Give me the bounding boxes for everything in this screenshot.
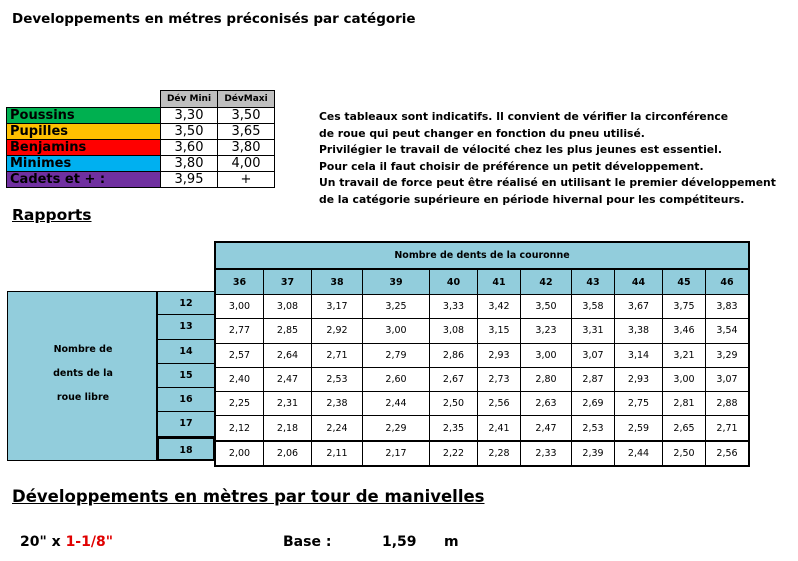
column-header: 38: [312, 269, 363, 295]
table-cell: 3,00: [521, 343, 572, 367]
table-cell: 3,08: [430, 319, 478, 343]
table-cell: 2,53: [572, 416, 615, 441]
table-row: [215, 343, 749, 367]
note-line: Un travail de force peut être réalisé en utilisant le premier développement: [319, 176, 776, 189]
table-cell: 2,67: [430, 367, 478, 391]
row-header: 15: [157, 364, 215, 388]
row-axis-label: [7, 291, 157, 461]
category-max: 4,00: [218, 156, 275, 172]
table-cell: 3,17: [312, 295, 363, 319]
row-header: 14: [157, 340, 215, 364]
table-cell: 2,93: [615, 367, 663, 391]
rapports-title: Rapports: [12, 206, 92, 224]
category-name: Pupilles: [7, 124, 161, 140]
table-cell: 2,06: [264, 441, 312, 466]
header-dev-mini: Dév Mini: [161, 91, 218, 108]
row-header: 17: [157, 412, 215, 436]
table-row: [215, 367, 749, 391]
column-header: 42: [521, 269, 572, 295]
category-min: 3,80: [161, 156, 218, 172]
table-cell: 2,85: [264, 319, 312, 343]
teeth-column: [157, 291, 215, 461]
category-max: 3,50: [218, 108, 275, 124]
table-cell: 2,41: [478, 416, 521, 441]
table-cell: 3,29: [706, 343, 750, 367]
table-cell: 2,40: [215, 367, 264, 391]
table-cell: 2,38: [312, 392, 363, 416]
table-cell: 3,83: [706, 295, 750, 319]
table-cell: 3,08: [264, 295, 312, 319]
header-dev-maxi: DévMaxi: [218, 91, 275, 108]
table-cell: 2,29: [363, 416, 430, 441]
table-cell: 3,07: [706, 367, 750, 391]
table-cell: 3,25: [363, 295, 430, 319]
table-cell: 2,12: [215, 416, 264, 441]
table-cell: 2,71: [706, 416, 750, 441]
table-cell: 2,47: [521, 416, 572, 441]
category-min: 3,50: [161, 124, 218, 140]
category-row: [7, 172, 275, 188]
table-cell: 2,50: [430, 392, 478, 416]
category-row: [7, 156, 275, 172]
table-cell: 2,56: [706, 441, 750, 466]
table-cell: 2,17: [363, 441, 430, 466]
wheel-size-prefix: 20" x: [20, 534, 66, 550]
table-cell: 2,75: [615, 392, 663, 416]
wheel-size-suffix: 1-1/8": [65, 534, 114, 550]
column-header: 44: [615, 269, 663, 295]
table-cell: 3,00: [363, 319, 430, 343]
table-cell: 2,81: [663, 392, 706, 416]
category-name: Cadets et + :: [7, 172, 161, 188]
category-max: +: [218, 172, 275, 188]
category-name: Benjamins: [7, 140, 161, 156]
column-header: 37: [264, 269, 312, 295]
category-row: [7, 140, 275, 156]
table-cell: 3,07: [572, 343, 615, 367]
category-min: 3,60: [161, 140, 218, 156]
table-row: [215, 416, 749, 441]
table-row: [215, 319, 749, 343]
table-cell: 2,63: [521, 392, 572, 416]
table-row: [215, 392, 749, 416]
gear-ratio-table: [214, 241, 750, 467]
note-line: Privilégier le travail de vélocité chez les plus jeunes est essentiel.: [319, 143, 722, 156]
table-cell: 3,75: [663, 295, 706, 319]
row-header: 12: [157, 291, 215, 315]
row-header: 16: [157, 388, 215, 412]
notes-text: [319, 109, 776, 208]
table-cell: 3,54: [706, 319, 750, 343]
table-cell: 2,60: [363, 367, 430, 391]
note-line: Ces tableaux sont indicatifs. Il convient de vérifier la circonférence: [319, 110, 729, 123]
table-cell: 2,31: [264, 392, 312, 416]
table-cell: 3,14: [615, 343, 663, 367]
category-max: 3,80: [218, 140, 275, 156]
row-header: 18: [157, 437, 215, 461]
table-cell: 2,79: [363, 343, 430, 367]
table-cell: 3,58: [572, 295, 615, 319]
column-header: 40: [430, 269, 478, 295]
table-cell: 2,56: [478, 392, 521, 416]
table-cell: 2,25: [215, 392, 264, 416]
category-min: 3,30: [161, 108, 218, 124]
table-cell: 2,28: [478, 441, 521, 466]
category-row: [7, 124, 275, 140]
table-cell: 2,11: [312, 441, 363, 466]
wheel-size: [20, 534, 113, 550]
table-cell: 3,50: [521, 295, 572, 319]
table-cell: 3,46: [663, 319, 706, 343]
table-cell: 2,87: [572, 367, 615, 391]
note-line: de la catégorie supérieure en période hivernal pour les compétiteurs.: [319, 192, 745, 206]
base-unit: m: [444, 534, 459, 550]
table-cell: 2,53: [312, 367, 363, 391]
column-header: 46: [706, 269, 750, 295]
table-cell: 2,64: [264, 343, 312, 367]
row-axis-label-line: roue libre: [56, 392, 110, 403]
column-header: 43: [572, 269, 615, 295]
table-cell: 2,44: [363, 392, 430, 416]
column-header: 41: [478, 269, 521, 295]
table-cell: 2,50: [663, 441, 706, 466]
table-cell: 2,57: [215, 343, 264, 367]
base-value: 1,59: [382, 534, 417, 550]
column-header: 45: [663, 269, 706, 295]
table-cell: 2,22: [430, 441, 478, 466]
note-line: de roue qui peut changer en fonction du pneu utilisé.: [319, 126, 645, 140]
row-axis-label-line: dents de la: [53, 368, 113, 379]
page-title: Developpements en métres préconisés par catégorie: [12, 11, 416, 27]
table-cell: 2,92: [312, 319, 363, 343]
table-cell: 2,88: [706, 392, 750, 416]
column-header: 36: [215, 269, 264, 295]
table-cell: 2,44: [615, 441, 663, 466]
category-table: [6, 90, 275, 188]
table-cell: 3,38: [615, 319, 663, 343]
table-row: [215, 441, 749, 466]
category-name: Poussins: [7, 108, 161, 124]
table-cell: 2,80: [521, 367, 572, 391]
table-cell: 2,24: [312, 416, 363, 441]
table-cell: 3,21: [663, 343, 706, 367]
category-name: Minimes: [7, 156, 161, 172]
category-min: 3,95: [161, 172, 218, 188]
table-cell: 2,47: [264, 367, 312, 391]
row-axis-label-line: Nombre de: [53, 344, 113, 355]
table-row: [215, 295, 749, 319]
table-cell: 3,67: [615, 295, 663, 319]
base-label: Base :: [283, 534, 332, 550]
table-cell: 2,69: [572, 392, 615, 416]
category-max: 3,65: [218, 124, 275, 140]
table-cell: 2,39: [572, 441, 615, 466]
category-row: [7, 108, 275, 124]
table-cell: 3,23: [521, 319, 572, 343]
table-cell: 2,77: [215, 319, 264, 343]
note-line: Pour cela il faut choisir de préférence un petit développement.: [319, 159, 704, 173]
table-cell: 3,42: [478, 295, 521, 319]
developpements-title: Développements en mètres par tour de manivelles: [12, 487, 485, 506]
row-header: 13: [157, 315, 215, 339]
table-cell: 2,93: [478, 343, 521, 367]
table-cell: 3,00: [215, 295, 264, 319]
table-cell: 2,73: [478, 367, 521, 391]
table-cell: 2,33: [521, 441, 572, 466]
table-cell: 2,65: [663, 416, 706, 441]
table-cell: 3,15: [478, 319, 521, 343]
table-cell: 2,71: [312, 343, 363, 367]
table-cell: 3,33: [430, 295, 478, 319]
table-cell: 2,86: [430, 343, 478, 367]
table-cell: 2,18: [264, 416, 312, 441]
column-header: 39: [363, 269, 430, 295]
table-cell: 2,59: [615, 416, 663, 441]
table-cell: 3,31: [572, 319, 615, 343]
table-cell: 2,00: [215, 441, 264, 466]
table-cell: 3,00: [663, 367, 706, 391]
grid-header: Nombre de dents de la couronne: [215, 242, 749, 269]
table-cell: 2,35: [430, 416, 478, 441]
